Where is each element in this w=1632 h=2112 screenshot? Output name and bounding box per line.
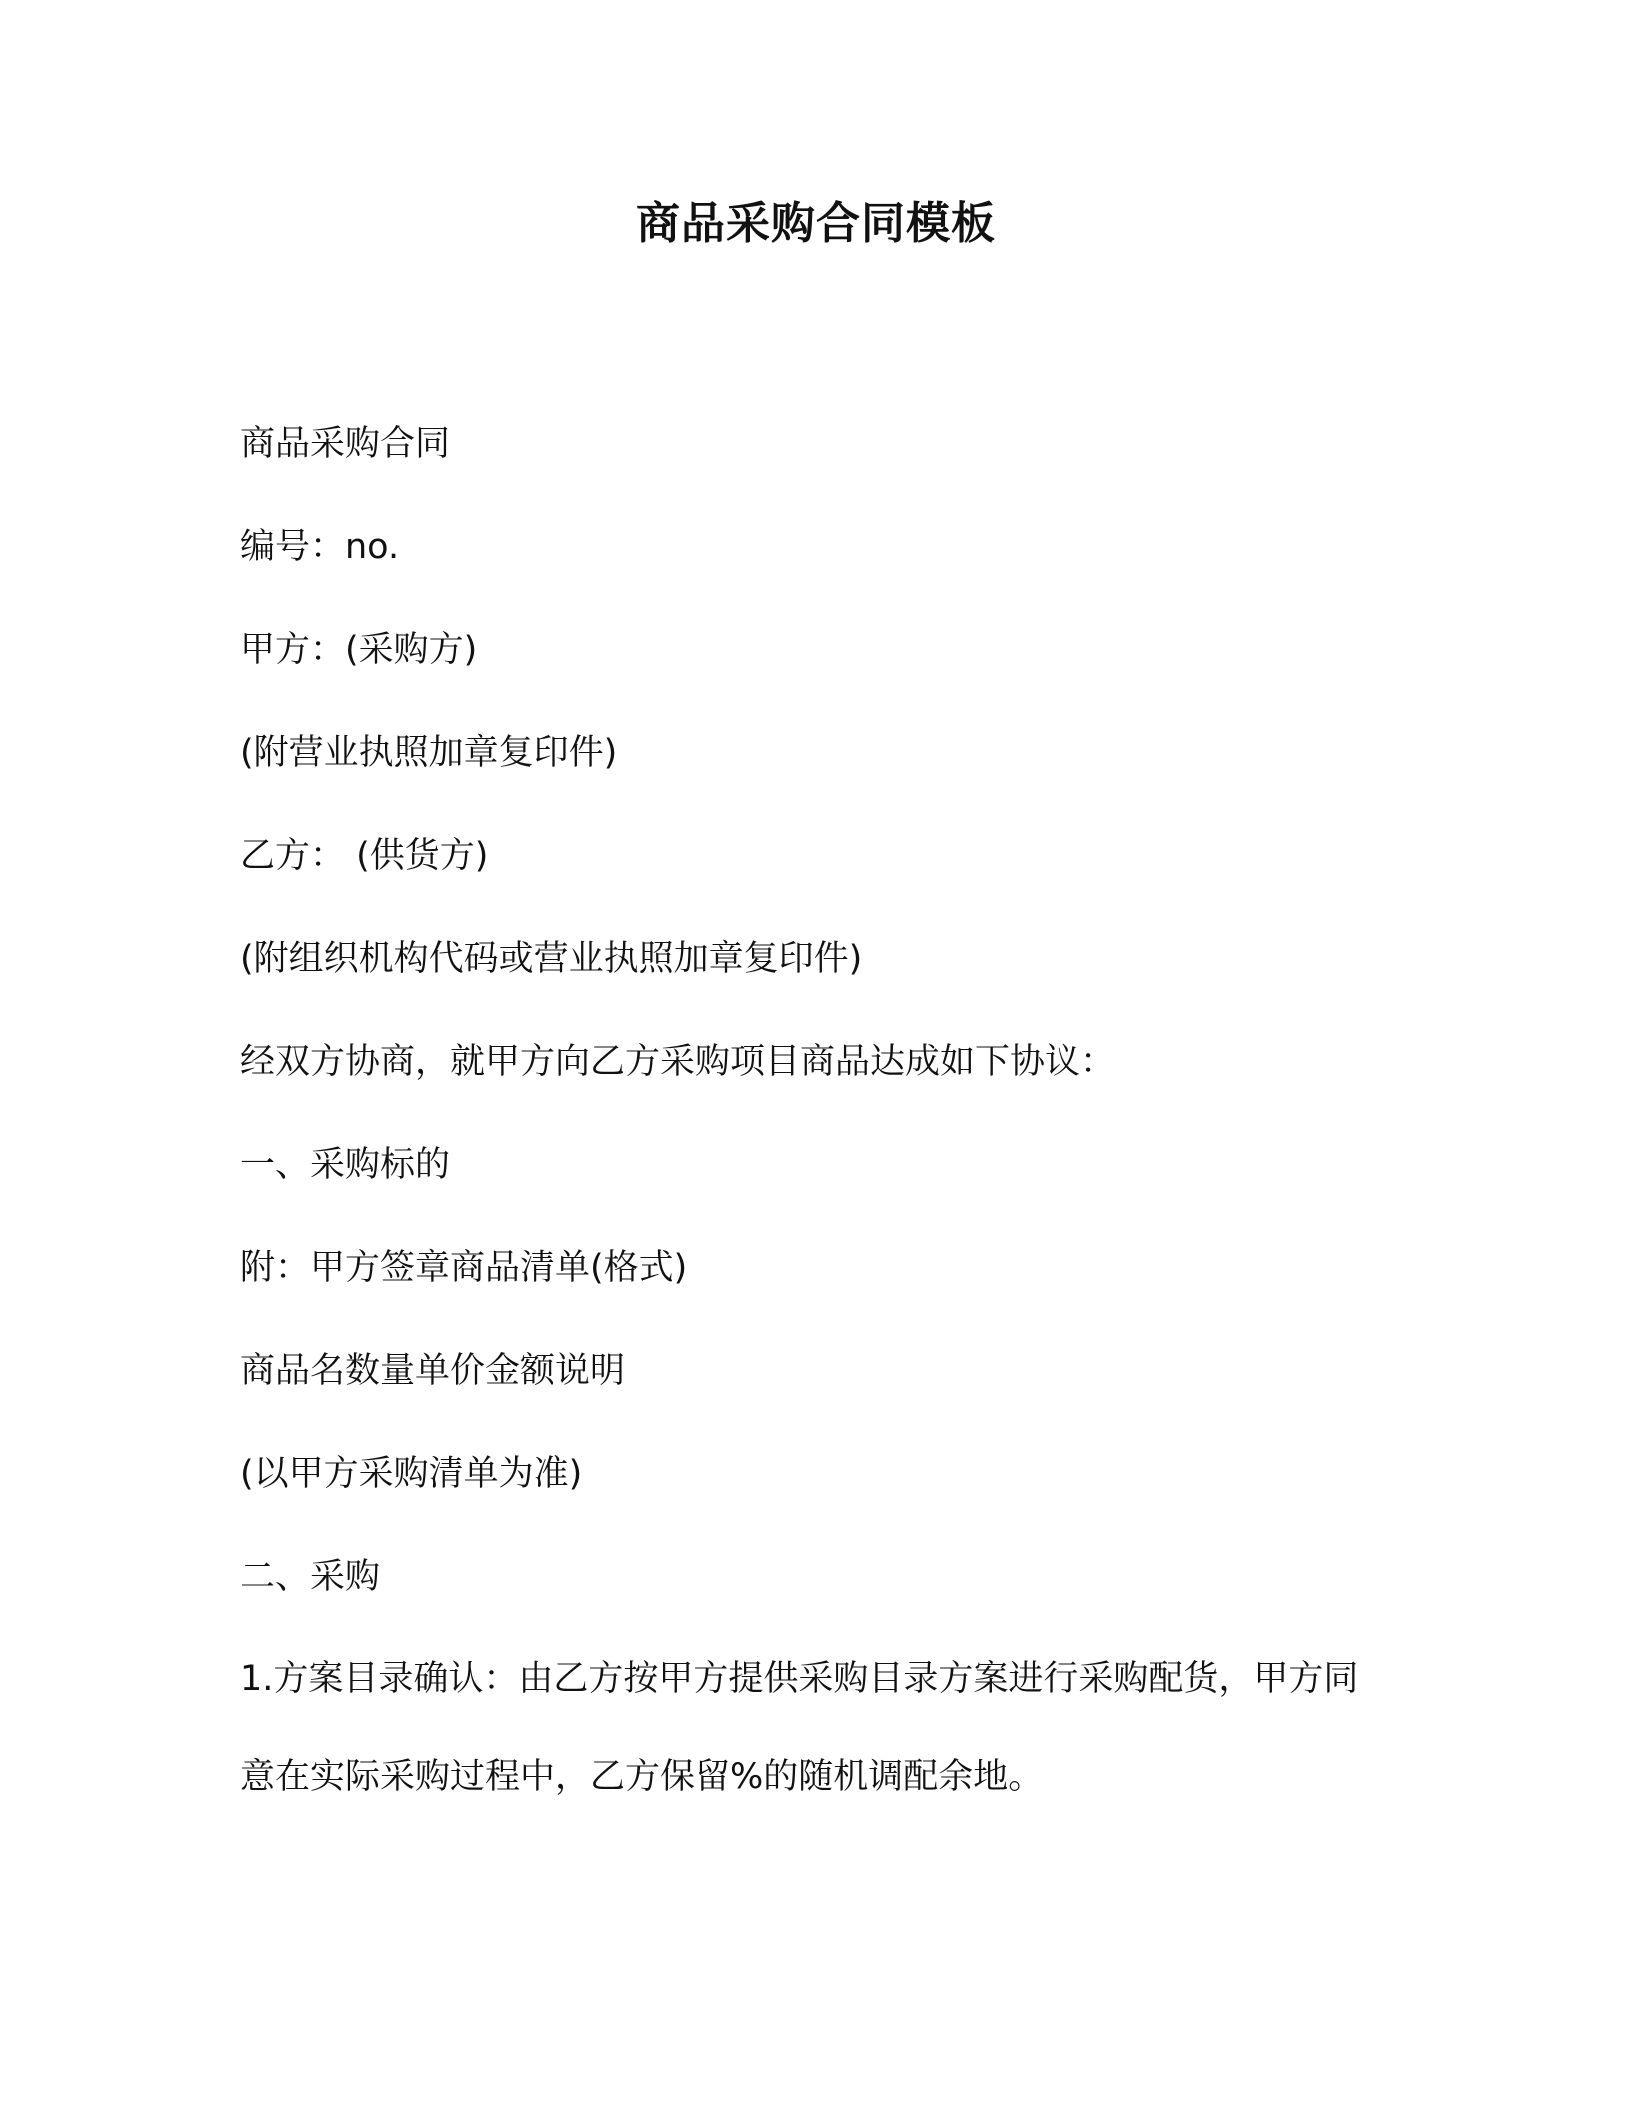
party-b-attachment-note: (附组织机构代码或营业执照加章复印件) (240, 939, 863, 979)
item-columns-line: 商品名数量单价金额说明 (240, 1351, 626, 1391)
document-body (240, 418, 1370, 1877)
document-title: 商品采购合同模板 (636, 198, 996, 249)
party-a-attachment-note: (附营业执照加章复印件) (240, 733, 618, 773)
section-heading-2: 二、采购 (240, 1557, 381, 1597)
agreement-intro: 经双方协商，就甲方向乙方采购项目商品达成如下协议： (240, 1042, 1116, 1082)
purchase-list-note: (以甲方采购清单为准) (240, 1454, 583, 1494)
attachment-list-line: 附：甲方签章商品清单(格式) (240, 1248, 688, 1288)
contract-heading: 商品采购合同 (240, 424, 451, 464)
clause-1-paragraph: 1.方案目录确认：由乙方按甲方提供采购目录方案进行采购配货，甲方同意在实际采购过程中，乙方保留%的随机调配余地。 (240, 1659, 1359, 1797)
party-b-line: 乙方： (供货方) (240, 836, 489, 876)
contract-number-line: 编号：no. (240, 527, 400, 567)
party-a-line: 甲方：(采购方) (240, 630, 478, 670)
section-heading-1: 一、采购标的 (240, 1145, 451, 1185)
